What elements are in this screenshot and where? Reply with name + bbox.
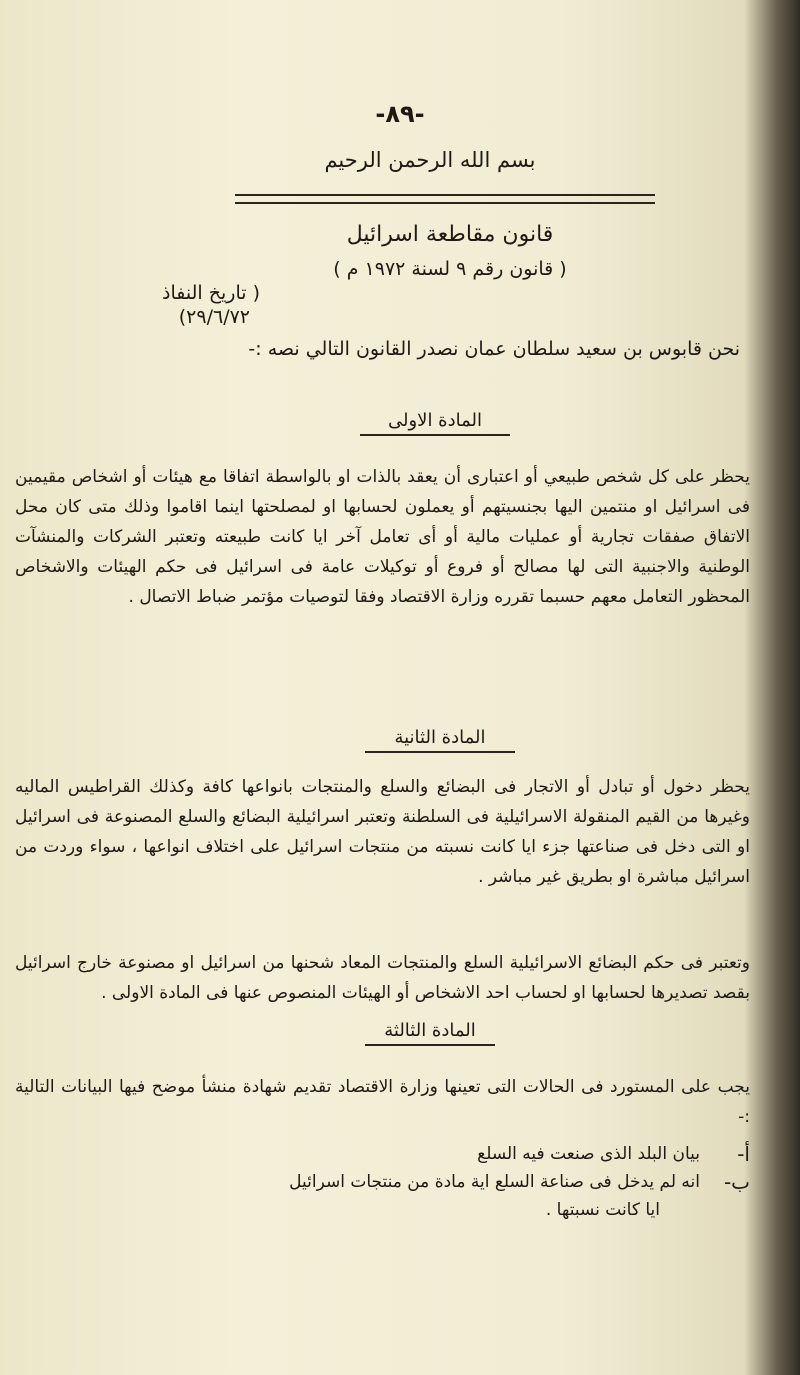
list-marker: ب- (723, 1170, 750, 1194)
article-3-heading: المادة الثالثة (365, 1020, 495, 1046)
list-item-text: انه لم يدخل فى صناعة السلع اية مادة من منتجات اسرائيل (289, 1172, 700, 1192)
article-2-text-continued (15, 948, 750, 1008)
article-3-list (15, 1140, 750, 1224)
article-1-text (15, 462, 750, 612)
article-3-text (15, 1072, 750, 1132)
law-document (15, 0, 750, 1375)
list-item-continuation: ايا كانت نسبتها . (545, 1200, 660, 1220)
list-marker: أ- (737, 1142, 750, 1166)
preamble: نحن قابوس بن سعيد سلطان عمان نصدر القانون التالي نصه :- (248, 338, 740, 360)
basmala: بسم الله الرحمن الرحيم (324, 148, 536, 172)
article-2-heading: المادة الثانية (365, 727, 515, 753)
article-2-paragraph-1: يحظر دخول أو تبادل أو الاتجار فى البضائع والسلع والمنتجات بانواعها كافة وكذلك القراطيس الماليه وغيرها من القيم المنقولة الاسرائيلية فى السلطنة وتعتبر اسرائيلية البضائع والسلع المصنوعة فى اسرائيل او التى دخل فى صناعتها جزء ايا كانت نسبته من منتجات اسرائيل على اختلاف انواعها ، سواء وردت من اسرائيل مباشرة او بطريق غير مباشر . (15, 777, 750, 887)
list-item (15, 1140, 750, 1168)
basmala-underline (235, 194, 655, 204)
effective-date-label: ( تاريخ النفاذ (162, 282, 260, 304)
article-1-heading: المادة الاولى (360, 410, 510, 436)
article-3-paragraph: يجب على المستورد فى الحالات التى تعينها وزارة الاقتصاد تقديم شهادة منشأ موضح فيها البيانات التالية :- (15, 1077, 750, 1127)
list-item (15, 1168, 750, 1224)
effective-date: ٢٩/٦/٧٢) (178, 306, 250, 328)
law-number: ( قانون رقم ٩ لسنة ١٩٧٢ م ) (333, 258, 567, 280)
page-number: -٨٩- (375, 100, 425, 128)
article-2-paragraph-2: وتعتبر فى حكم البضائع الاسرائيلية السلع والمنتجات المعاد شحنها من اسرائيل او مصنوعة خارج اسرائيل بقصد تصديرها لحسابها او لحساب احد الاشخاص أو الهيئات المنصوص عنها فى المادة الاولى . (15, 953, 750, 1003)
list-item-text: بيان البلد الذى صنعت فيه السلع (477, 1144, 700, 1164)
law-title: قانون مقاطعة اسرائيل (346, 222, 554, 247)
article-2-text (15, 772, 750, 892)
article-1-paragraph: يحظر على كل شخص طبيعي أو اعتبارى أن يعقد بالذات او بالواسطة اتفاقا مع هيئات أو اشخاص مقيمين فى اسرائيل او منتمين اليها بجنسيتهم أو يعملون لحسابها او لمصلحتها اينما اقاموا وذلك متى كان محل الاتفاق صفقات تجارية أو عمليات مالية أو أى تعامل آخر ايا كانت طبيعته وتعتبر الشركات والمنشآت الوطنية والاجنبية التى لها مصالح أو فروع أو توكيلات عامة فى اسرائيل فى حكم الهيئات والاشخاص المحظور التعامل معهم حسبما تقرره وزارة الاقتصاد وفقا لتوصيات مؤتمر ضباط الاتصال . (15, 467, 750, 607)
